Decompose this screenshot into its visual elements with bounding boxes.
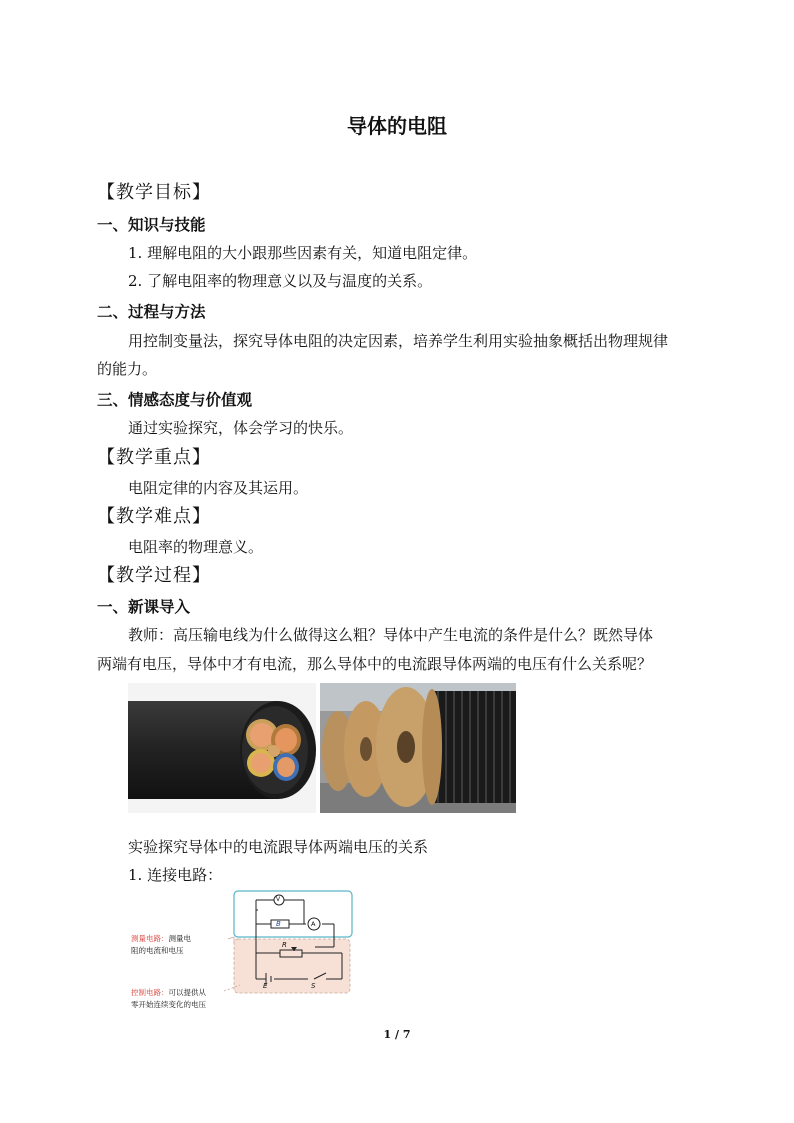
page-number: 1 / 7 [383, 1028, 411, 1041]
section-teaching-process: 【教学过程】 [97, 565, 211, 586]
key-points-text: 电阻定律的内容及其运用。 [128, 479, 309, 497]
goal-item-2: 2. 了解电阻率的物理意义以及与温度的关系。 [128, 272, 433, 290]
experiment-text: 实验探究导体中的电流跟导体两端电压的关系 [128, 838, 429, 856]
cable-spools-photo [320, 683, 516, 813]
heading-process-method: 二、过程与方法 [97, 303, 206, 321]
section-teaching-goals: 【教学目标】 [97, 182, 211, 203]
measure-circuit-desc2: 阻的电流和电压 [131, 946, 184, 955]
intro-text-line2: 两端有电压，导体中才有电流，那么导体中的电流跟导体两端的电压有什么关系呢？ [97, 655, 653, 673]
intro-text-line1: 教师：高压输电线为什么做得这么粗？导体中产生电流的条件是什么？既然导体 [128, 626, 654, 644]
battery-e-label: E [263, 982, 268, 990]
switch-s-label: S [311, 982, 316, 990]
measure-circuit-desc1: 测量电 [168, 934, 191, 943]
resistor-b-label: B [276, 920, 281, 928]
circuit-diagram [128, 889, 356, 1011]
page-title: 导体的电阻 [347, 114, 447, 138]
heading-new-lesson: 一、新课导入 [97, 598, 191, 616]
voltmeter-label: V [276, 896, 281, 903]
control-circuit-desc2: 零开始连续变化的电压 [131, 1000, 206, 1009]
section-key-points: 【教学重点】 [97, 447, 211, 468]
cable-cross-section-photo [128, 683, 316, 813]
rheostat-r-label: R [282, 941, 287, 949]
section-difficulties: 【教学难点】 [97, 506, 211, 527]
control-circuit-label: 控制电路： [131, 988, 169, 997]
ammeter-label: A [311, 920, 316, 928]
measure-circuit-caption [131, 933, 191, 957]
attitude-text: 通过实验探究，体会学习的快乐。 [128, 419, 354, 437]
measure-circuit-label: 测量电路： [131, 934, 169, 943]
heading-attitude-values: 三、情感态度与价值观 [97, 391, 253, 409]
step-connect-circuit: 1. 连接电路： [128, 866, 223, 884]
control-circuit-desc1: 可以提供从 [168, 988, 206, 997]
control-circuit-caption [131, 987, 206, 1011]
process-text-line1: 用控制变量法，探究导体电阻的决定因素，培养学生利用实验抽象概括出物理规律 [128, 332, 669, 350]
difficulties-text: 电阻率的物理意义。 [128, 538, 264, 556]
heading-knowledge-skills: 一、知识与技能 [97, 216, 206, 234]
goal-item-1: 1. 理解电阻的大小跟那些因素有关，知道电阻定律。 [128, 244, 478, 262]
process-text-line2: 的能力。 [97, 360, 158, 378]
